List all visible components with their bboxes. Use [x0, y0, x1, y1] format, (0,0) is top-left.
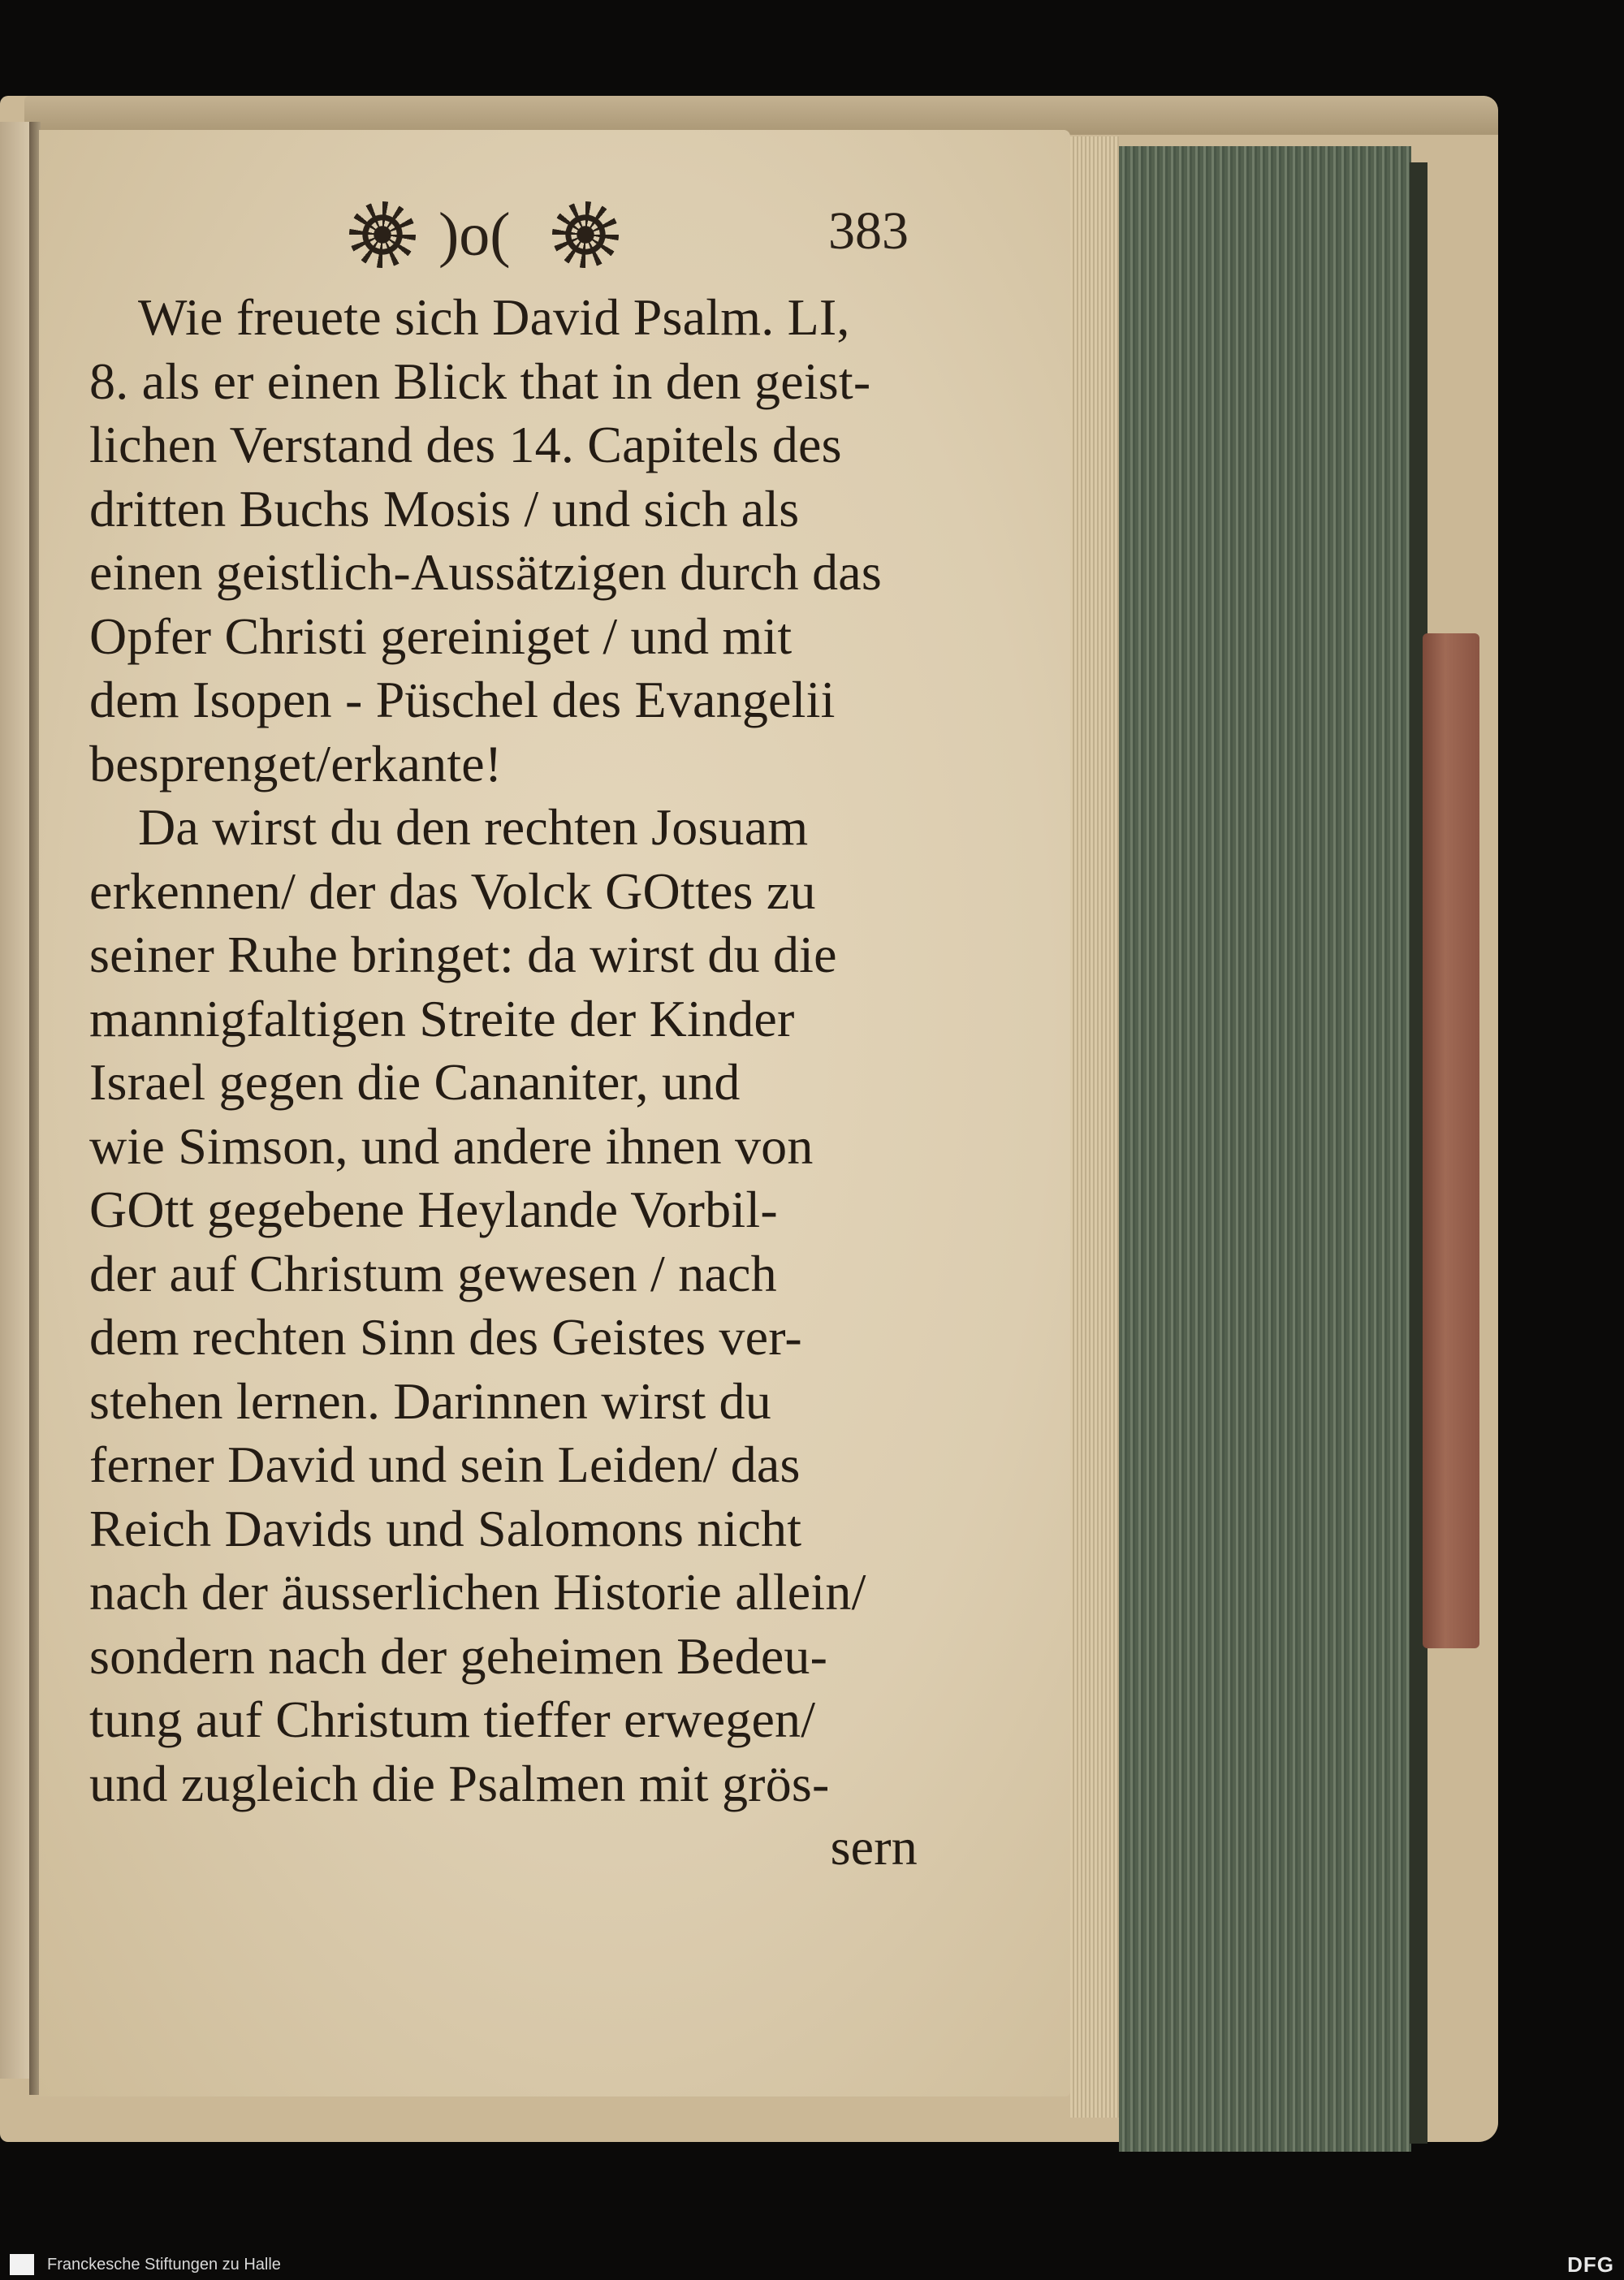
text-line: ferner David und sein Leiden/ das	[89, 1436, 801, 1493]
page-number: 383	[828, 201, 909, 261]
text-line: stehen lernen. Darinnen wirst du	[89, 1371, 771, 1430]
text-line: tung auf Christum tieffer erwegen/	[89, 1691, 816, 1748]
page-header	[349, 201, 909, 274]
dfg-logo: DFG	[1567, 2252, 1614, 2277]
text-line: der auf Christum gewesen / nach	[89, 1244, 777, 1302]
ornament-left-icon	[349, 201, 416, 268]
institution-credit: Franckesche Stiftungen zu Halle	[47, 2256, 281, 2274]
catchword: sern	[830, 1818, 918, 1876]
cover-top-edge	[24, 96, 1498, 135]
text-line: Reich Davids und Salomons nicht	[89, 1499, 802, 1557]
cover-binding-red	[1423, 633, 1479, 1648]
text-line: erkennen/ der das Volck GOttes zu	[89, 861, 816, 920]
text-line: wie Simson, und andere ihnen von	[89, 1116, 814, 1175]
text-line: sondern nach der geheimen Bedeu-	[89, 1626, 828, 1685]
ornament-right-icon	[552, 201, 619, 268]
left-page-edge	[0, 122, 32, 2079]
text-line: Opfer Christi gereiniget / und mit	[89, 607, 793, 665]
page-text	[89, 286, 918, 1880]
text-line: mannigfaltigen Streite der Kinder	[89, 989, 795, 1047]
text-line: Wie freuete sich David Psalm. LI,	[138, 288, 850, 346]
page-block-edge	[1070, 136, 1119, 2118]
text-line: dem rechten Sinn des Geistes ver-	[89, 1308, 802, 1366]
header-bracket: )o(	[438, 201, 511, 269]
text-line: GOtt gegebene Heylande Vorbil-	[89, 1181, 778, 1238]
text-line: dem Isopen - Püschel des Evangelii	[89, 671, 836, 728]
text-line: besprenget/erkante!	[89, 734, 503, 792]
text-line: seiner Ruhe bringet: da wirst du die	[89, 926, 837, 983]
text-line: einen geistlich-Aussätzigen durch das	[89, 543, 882, 601]
text-line: und zugleich die Psalmen mit grös-	[89, 1754, 830, 1812]
text-line: 8. als er einen Blick that in den geist-	[89, 352, 871, 410]
viewer-footer	[0, 2249, 1624, 2280]
text-line: nach der äusserlichen Historie allein/	[89, 1563, 866, 1621]
institution-logo-icon	[10, 2254, 34, 2275]
text-line: Da wirst du den rechten Josuam	[138, 798, 809, 856]
text-line: dritten Buchs Mosis / und sich als	[89, 479, 800, 538]
text-line: lichen Verstand des 14. Capitels des	[89, 416, 842, 473]
text-line: Israel gegen die Cananiter, und	[89, 1053, 741, 1111]
fore-edge	[1119, 146, 1411, 2152]
